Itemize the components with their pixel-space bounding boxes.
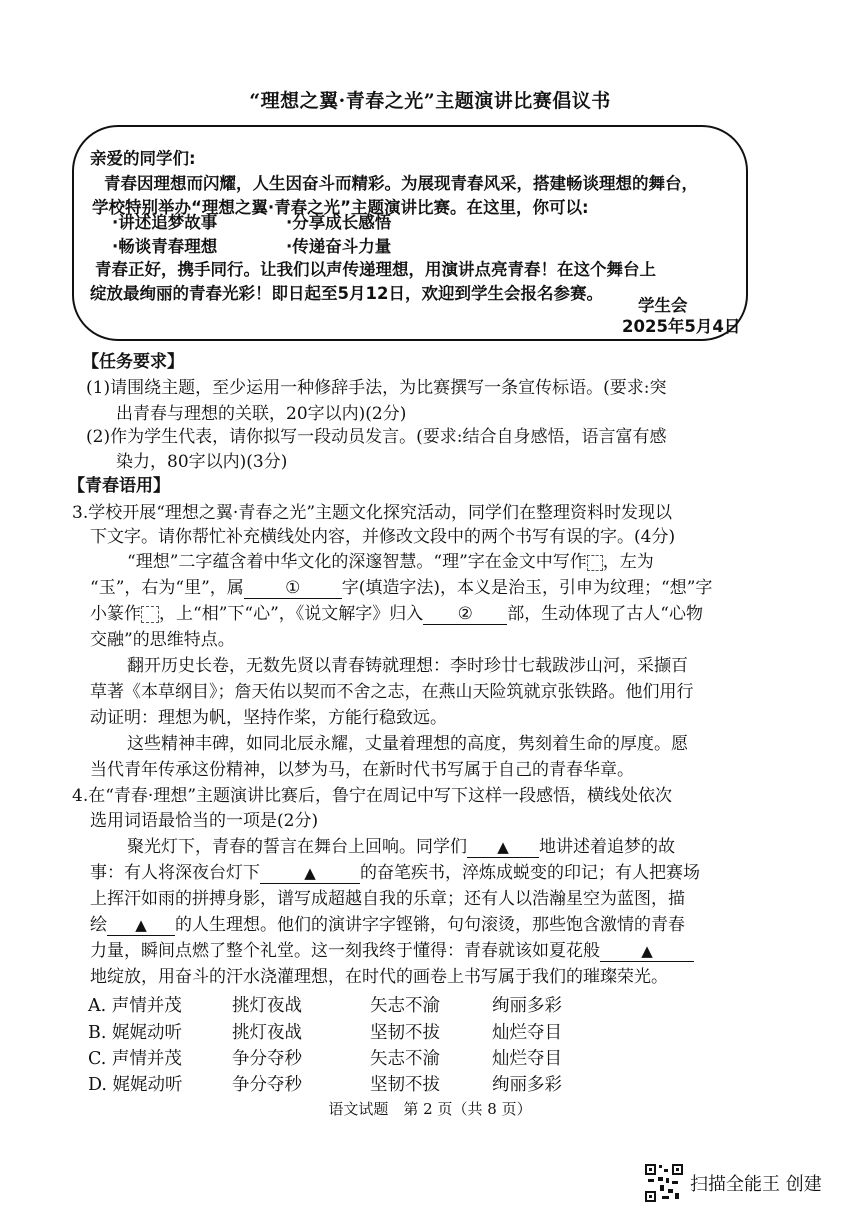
q4-text: 力量，瞬间点燃了整个礼堂。这一刻我终于懂得：青春就该如夏花般 xyxy=(90,941,600,961)
answer-blank[interactable]: ▲ xyxy=(260,863,360,884)
q3-stem: 3.学校开展“理想之翼·青春之光”主题文化探究活动，同学们在整理资料时发现以 xyxy=(72,503,673,523)
q4-para xyxy=(90,936,694,962)
q3-para xyxy=(90,599,703,625)
task-heading: 【任务要求】 xyxy=(82,352,184,372)
proposal-bullet: ·讲述追梦故事 xyxy=(112,213,218,232)
q3-para xyxy=(127,547,654,572)
q4-para xyxy=(90,858,700,884)
q3-para: 这些精神丰碑，如同北辰永耀，丈量着理想的高度，隽刻着生命的厚度。愿 xyxy=(127,734,688,754)
qr-code-icon xyxy=(644,1163,684,1203)
task-q1-cont: 出青春与理想的关联，20字以内)(2分) xyxy=(116,404,407,424)
q3-text: ，上“相”下“心”，《说文解字》归入 xyxy=(159,604,424,624)
option-c-word: 争分夺秒 xyxy=(232,1049,302,1069)
option-b-word: 挑灯夜战 xyxy=(232,1023,302,1043)
q3-para: 交融”的思维特点。 xyxy=(90,630,235,650)
q4-text: 的人生理想。他们的演讲字字铿锵，句句滚烫，那些饱含激情的青春 xyxy=(175,915,685,935)
proposal-line: 青春因理想而闪耀，人生因奋斗而精彩。为展现青春风采，搭建畅谈理想的舞台， xyxy=(104,174,698,193)
q3-text: ，左为 xyxy=(602,552,654,572)
option-a-word: 矢志不渝 xyxy=(370,996,440,1016)
proposal-line: 青春正好，携手同行。让我们以声传递理想，用演讲点亮青春！在这个舞台上 xyxy=(95,260,656,279)
option-c-word: 矢志不渝 xyxy=(370,1049,440,1069)
q3-text: “理想”二字蕴含着中华文化的深邃智慧。“理”字在金文中写作 xyxy=(127,552,587,572)
page-title: “理想之翼·青春之光”主题演讲比赛倡议书 xyxy=(249,90,611,112)
q4-para xyxy=(127,832,675,858)
option-d-word: 绚丽多彩 xyxy=(492,1075,562,1095)
task-q2-cont: 染力，80字以内)(3分) xyxy=(116,452,288,472)
q3-text: 小篆作 xyxy=(90,604,141,624)
q3-text: 字(填造字法)，本义是治玉，引申为纹理；“想”字 xyxy=(341,578,713,598)
q4-para: 上挥汗如雨的拼搏身影，谱写成超越自我的乐章；还有人以浩瀚星空为蓝图，描 xyxy=(90,889,685,909)
option-d-label[interactable]: D. 娓娓动听 xyxy=(88,1075,183,1095)
q3-stem-cont: 下文字。请你帮忙补充横线处内容，并修改文段中的两个书写有误的字。(4分) xyxy=(90,527,676,547)
q4-text: 绘 xyxy=(90,915,107,935)
option-b-word: 灿烂夺目 xyxy=(492,1023,562,1043)
q3-text: “玉”，右为“里”，属 xyxy=(90,578,244,598)
answer-blank[interactable]: ① xyxy=(244,578,342,599)
q4-text: 的奋笔疾书，淬炼成蜕变的印记；有人把赛场 xyxy=(360,863,700,883)
option-b-label[interactable]: B. 娓娓动听 xyxy=(88,1023,182,1043)
proposal-signer: 学生会 xyxy=(638,296,688,315)
option-c-word: 灿烂夺目 xyxy=(492,1049,562,1069)
answer-blank[interactable]: ② xyxy=(423,604,507,625)
proposal-bullet: ·畅谈青春理想 xyxy=(112,237,218,256)
q4-para: 地绽放，用奋斗的汗水浇灌理想，在时代的画卷上书写属于我们的璀璨荣光。 xyxy=(90,967,668,987)
proposal-bullet: ·传递奋斗力量 xyxy=(286,237,392,256)
proposal-bullet: ·分享成长感悟 xyxy=(286,213,392,232)
q4-stem-cont: 选用词语最恰当的一项是(2分) xyxy=(90,811,319,831)
option-a-word: 绚丽多彩 xyxy=(492,996,562,1016)
proposal-line: 绽放最绚丽的青春光彩！即日起至5月12日，欢迎到学生会报名参赛。 xyxy=(90,284,603,303)
q3-para: 翻开历史长卷，无数先贤以青春铸就理想：李时珍廿七载跋涉山河，采撷百 xyxy=(127,656,688,676)
q4-text: 地讲述着追梦的故 xyxy=(539,837,675,857)
q3-para: 当代青年传承这份精神，以梦为马，在新时代书写属于自己的青春华章。 xyxy=(90,760,634,780)
answer-blank[interactable]: ▲ xyxy=(600,941,694,962)
task-q2: (2)作为学生代表，请你拟写一段动员发言。(要求:结合自身感悟，语言富有感 xyxy=(86,427,667,447)
option-a-word: 挑灯夜战 xyxy=(232,996,302,1016)
scanner-watermark: 扫描全能王 创建 xyxy=(690,1174,822,1195)
section-heading: 【青春语用】 xyxy=(68,476,170,496)
answer-blank[interactable]: ▲ xyxy=(467,837,539,858)
page-footer: 语文试题 第 2 页（共 8 页） xyxy=(328,1100,532,1118)
option-b-word: 坚韧不拔 xyxy=(370,1023,440,1043)
proposal-line: 学校特别举办“理想之翼·青春之光”主题演讲比赛。在这里，你可以: xyxy=(92,198,589,217)
proposal-greeting: 亲爱的同学们: xyxy=(90,149,196,168)
seal-glyph-xiang-image xyxy=(141,606,159,623)
q4-text: 事：有人将深夜台灯下 xyxy=(90,863,260,883)
option-d-word: 争分夺秒 xyxy=(232,1075,302,1095)
q4-para xyxy=(90,910,685,936)
ancient-glyph-li-image xyxy=(587,555,603,571)
q3-text: 部，生动体现了古人“心物 xyxy=(507,604,703,624)
q4-text: 聚光灯下，青春的誓言在舞台上回响。同学们 xyxy=(127,837,467,857)
q3-para: 动证明：理想为帆，坚持作桨，方能行稳致远。 xyxy=(90,708,447,728)
answer-blank[interactable]: ▲ xyxy=(107,915,175,936)
option-c-label[interactable]: C. 声情并茂 xyxy=(88,1049,182,1069)
option-d-word: 坚韧不拔 xyxy=(370,1075,440,1095)
q3-para xyxy=(90,573,712,599)
q3-para: 草著《本草纲目》；詹天佑以契而不舍之志，在燕山天险筑就京张铁路。他们用行 xyxy=(90,682,694,702)
task-q1: (1)请围绕主题，至少运用一种修辞手法，为比赛撰写一条宣传标语。(要求:突 xyxy=(86,378,667,398)
q4-stem: 4.在“青春·理想”主题演讲比赛后，鲁宁在周记中写下这样一段感悟，横线处依次 xyxy=(72,786,673,806)
proposal-date: 2025年5月4日 xyxy=(622,317,741,336)
option-a-label[interactable]: A. 声情并茂 xyxy=(88,996,182,1016)
